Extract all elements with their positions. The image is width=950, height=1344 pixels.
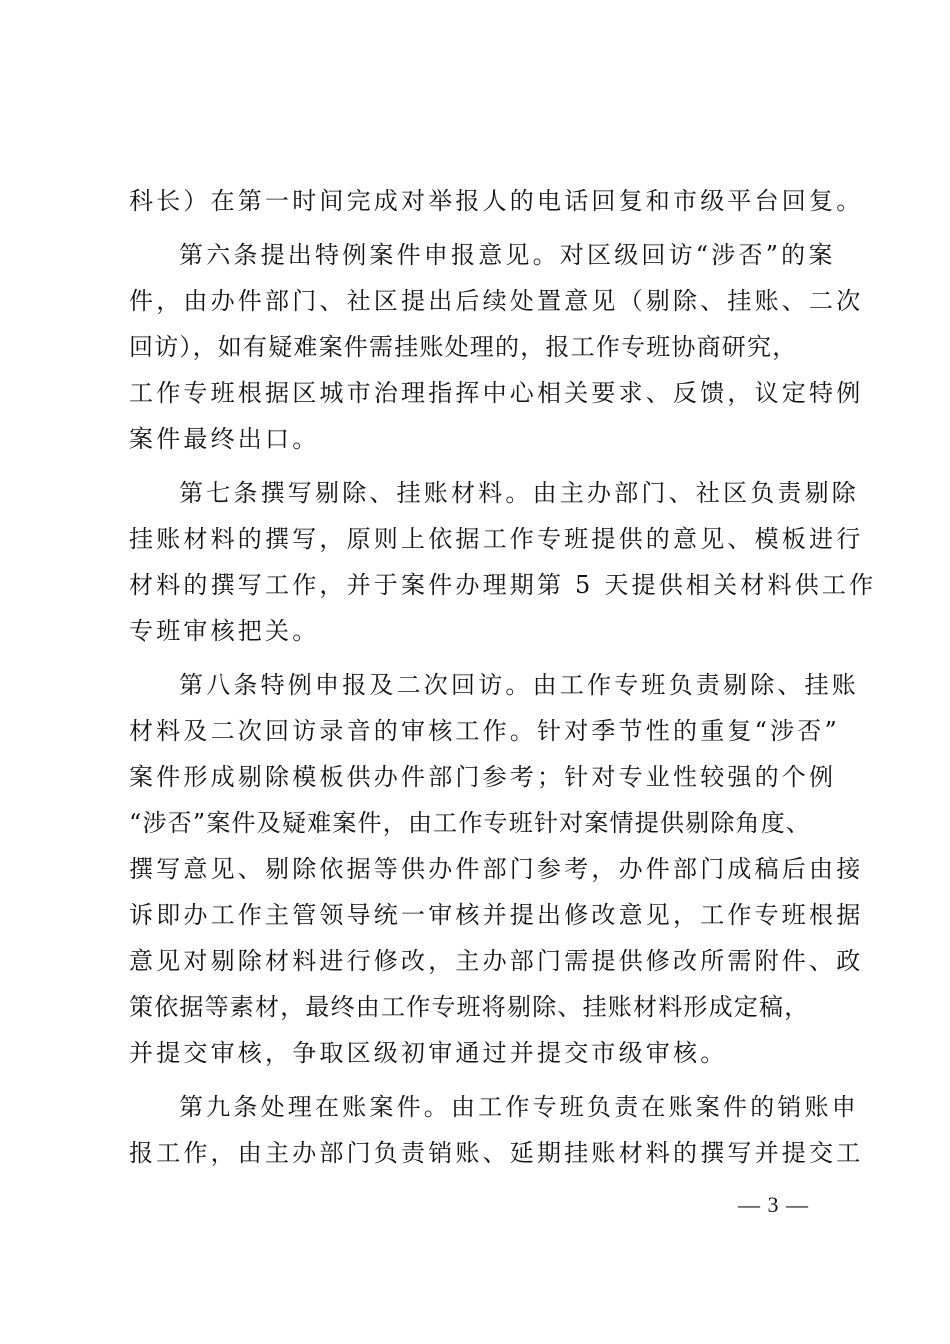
document-body <box>129 178 877 1176</box>
paragraph-line: 诉即办工作主管领导统一审核并提出修改意见，工作专班根据 <box>129 901 864 929</box>
paragraph-line: 案件形成剔除模板供办件部门参考；针对专业性较强的个例 <box>129 763 837 791</box>
paragraph-line: 意见对剔除材料进行修改，主办部门需提供修改所需附件、政 <box>129 947 864 975</box>
paragraph-line: 挂账材料的撰写，原则上依据工作专班提供的意见、模板进行 <box>129 525 864 553</box>
paragraph-line: 材料的撰写工作，并于案件办理期第 5 天提供相关材料供工作 <box>129 571 877 599</box>
paragraph-line: 撰写意见、剔除依据等供办件部门参考，办件部门成稿后由接 <box>129 855 864 883</box>
paragraph-line: 策依据等素材，最终由工作专班将剔除、挂账材料形成定稿， <box>129 993 810 1021</box>
paragraph-line: 科长）在第一时间完成对举报人的电话回复和市级平台回复。 <box>129 187 864 215</box>
paragraph-line: 材料及二次回访录音的审核工作。针对季节性的重复“涉否” <box>129 717 840 745</box>
article-8-heading-line: 第八条特例申报及二次回访。由工作专班负责剔除、挂账 <box>179 671 859 699</box>
paragraph-line: 案件最终出口。 <box>129 425 320 453</box>
page-number: — 3 — <box>738 1192 809 1217</box>
paragraph-line: 并提交审核，争取区级初审通过并提交市级审核。 <box>129 1039 728 1067</box>
paragraph-line: 回访），如有疑难案件需挂账处理的，报工作专班协商研究， <box>129 333 798 361</box>
paragraph-line: 报工作，由主办部门负责销账、延期挂账材料的撰写并提交工 <box>129 1139 864 1167</box>
paragraph-line: 专班审核把关。 <box>129 617 320 645</box>
paragraph-line: 工作专班根据区城市治理指挥中心相关要求、反馈，议定特例 <box>129 379 864 407</box>
article-6-heading-line: 第六条提出特例案件申报意见。对区级回访“涉否”的案 <box>179 241 836 269</box>
article-7-heading-line: 第七条撰写剔除、挂账材料。由主办部门、社区负责剔除 <box>179 479 859 507</box>
article-9-heading-line: 第九条处理在账案件。由工作专班负责在账案件的销账申 <box>179 1093 859 1121</box>
paragraph-line: 件，由办件部门、社区提出后续处置意见（剔除、挂账、二次 <box>129 287 864 315</box>
paragraph-line: “涉否”案件及疑难案件，由工作专班针对案情提供剔除角度、 <box>129 809 812 837</box>
